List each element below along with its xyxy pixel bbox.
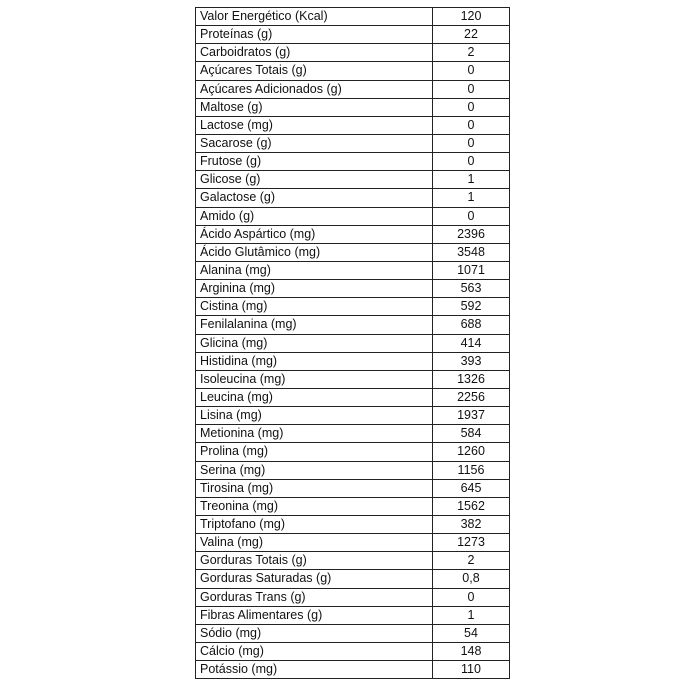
nutrient-name-cell: Cálcio (mg) — [196, 642, 433, 660]
table-row — [196, 98, 510, 116]
table-row — [196, 407, 510, 425]
nutrient-value-cell: 592 — [433, 298, 510, 316]
nutrient-value-cell: 382 — [433, 515, 510, 533]
nutrient-name-cell: Galactose (g) — [196, 189, 433, 207]
table-row — [196, 624, 510, 642]
nutrient-name-cell: Carboidratos (g) — [196, 44, 433, 62]
nutrient-name-cell: Tirosina (mg) — [196, 479, 433, 497]
table-row — [196, 134, 510, 152]
table-row — [196, 316, 510, 334]
nutrient-value-cell: 3548 — [433, 243, 510, 261]
nutrient-name-cell: Valor Energético (Kcal) — [196, 8, 433, 26]
table-row — [196, 388, 510, 406]
table-row — [196, 352, 510, 370]
nutrient-name-cell: Alanina (mg) — [196, 261, 433, 279]
nutrient-name-cell: Fibras Alimentares (g) — [196, 606, 433, 624]
nutrient-value-cell: 1562 — [433, 497, 510, 515]
nutrient-name-cell: Glicina (mg) — [196, 334, 433, 352]
table-row — [196, 461, 510, 479]
nutrient-value-cell: 0 — [433, 116, 510, 134]
nutrient-value-cell: 1273 — [433, 534, 510, 552]
table-row — [196, 606, 510, 624]
table-row — [196, 8, 510, 26]
table-row — [196, 243, 510, 261]
nutrient-value-cell: 0 — [433, 62, 510, 80]
nutrient-value-cell: 1937 — [433, 407, 510, 425]
nutrient-name-cell: Frutose (g) — [196, 153, 433, 171]
nutrient-name-cell: Açúcares Totais (g) — [196, 62, 433, 80]
nutrient-value-cell: 0 — [433, 98, 510, 116]
nutrient-name-cell: Sódio (mg) — [196, 624, 433, 642]
nutrient-value-cell: 1326 — [433, 370, 510, 388]
nutrient-name-cell: Gorduras Saturadas (g) — [196, 570, 433, 588]
table-row — [196, 642, 510, 660]
nutrient-value-cell: 2256 — [433, 388, 510, 406]
nutrient-value-cell: 22 — [433, 26, 510, 44]
nutrient-value-cell: 1 — [433, 606, 510, 624]
nutrient-value-cell: 645 — [433, 479, 510, 497]
table-row — [196, 80, 510, 98]
nutrient-name-cell: Prolina (mg) — [196, 443, 433, 461]
nutrient-value-cell: 0,8 — [433, 570, 510, 588]
nutrient-name-cell: Leucina (mg) — [196, 388, 433, 406]
nutrient-name-cell: Metionina (mg) — [196, 425, 433, 443]
table-row — [196, 534, 510, 552]
nutrient-name-cell: Histidina (mg) — [196, 352, 433, 370]
nutrient-value-cell: 0 — [433, 134, 510, 152]
nutrient-value-cell: 120 — [433, 8, 510, 26]
nutrient-name-cell: Valina (mg) — [196, 534, 433, 552]
nutrient-value-cell: 1071 — [433, 261, 510, 279]
nutrient-value-cell: 2 — [433, 44, 510, 62]
table-row — [196, 552, 510, 570]
table-row — [196, 334, 510, 352]
nutrient-value-cell: 688 — [433, 316, 510, 334]
nutrient-value-cell: 563 — [433, 280, 510, 298]
table-row — [196, 62, 510, 80]
nutrient-value-cell: 54 — [433, 624, 510, 642]
table-row — [196, 570, 510, 588]
nutrient-value-cell: 393 — [433, 352, 510, 370]
table-row — [196, 280, 510, 298]
table-row — [196, 26, 510, 44]
nutrient-value-cell: 2 — [433, 552, 510, 570]
table-row — [196, 261, 510, 279]
nutrient-name-cell: Cistina (mg) — [196, 298, 433, 316]
nutrient-name-cell: Ácido Glutâmico (mg) — [196, 243, 433, 261]
nutrient-value-cell: 0 — [433, 153, 510, 171]
table-row — [196, 479, 510, 497]
nutrient-name-cell: Ácido Aspártico (mg) — [196, 225, 433, 243]
nutrient-value-cell: 414 — [433, 334, 510, 352]
table-row — [196, 497, 510, 515]
nutrient-value-cell: 0 — [433, 207, 510, 225]
nutrient-value-cell: 1156 — [433, 461, 510, 479]
table-row — [196, 116, 510, 134]
nutrition-table-body — [196, 8, 510, 679]
table-row — [196, 44, 510, 62]
nutrient-name-cell: Lisina (mg) — [196, 407, 433, 425]
table-row — [196, 298, 510, 316]
table-row — [196, 661, 510, 679]
table-row — [196, 443, 510, 461]
nutrient-name-cell: Arginina (mg) — [196, 280, 433, 298]
table-row — [196, 370, 510, 388]
nutrient-value-cell: 148 — [433, 642, 510, 660]
table-row — [196, 171, 510, 189]
table-row — [196, 189, 510, 207]
nutrient-name-cell: Isoleucina (mg) — [196, 370, 433, 388]
nutrient-name-cell: Serina (mg) — [196, 461, 433, 479]
table-row — [196, 225, 510, 243]
table-row — [196, 515, 510, 533]
nutrient-name-cell: Potássio (mg) — [196, 661, 433, 679]
nutrient-value-cell: 584 — [433, 425, 510, 443]
nutrient-value-cell: 2396 — [433, 225, 510, 243]
nutrient-name-cell: Lactose (mg) — [196, 116, 433, 134]
nutrient-name-cell: Sacarose (g) — [196, 134, 433, 152]
nutrient-name-cell: Glicose (g) — [196, 171, 433, 189]
nutrient-name-cell: Açúcares Adicionados (g) — [196, 80, 433, 98]
table-row — [196, 425, 510, 443]
table-row — [196, 207, 510, 225]
nutrient-name-cell: Maltose (g) — [196, 98, 433, 116]
nutrient-name-cell: Gorduras Totais (g) — [196, 552, 433, 570]
nutrition-table — [195, 7, 510, 679]
nutrient-value-cell: 0 — [433, 588, 510, 606]
nutrient-value-cell: 110 — [433, 661, 510, 679]
nutrient-name-cell: Fenilalanina (mg) — [196, 316, 433, 334]
nutrient-name-cell: Amido (g) — [196, 207, 433, 225]
nutrient-name-cell: Treonina (mg) — [196, 497, 433, 515]
nutrient-name-cell: Triptofano (mg) — [196, 515, 433, 533]
table-row — [196, 588, 510, 606]
nutrient-name-cell: Proteínas (g) — [196, 26, 433, 44]
nutrient-name-cell: Gorduras Trans (g) — [196, 588, 433, 606]
nutrient-value-cell: 0 — [433, 80, 510, 98]
nutrient-value-cell: 1 — [433, 189, 510, 207]
table-row — [196, 153, 510, 171]
nutrient-value-cell: 1 — [433, 171, 510, 189]
nutrient-value-cell: 1260 — [433, 443, 510, 461]
